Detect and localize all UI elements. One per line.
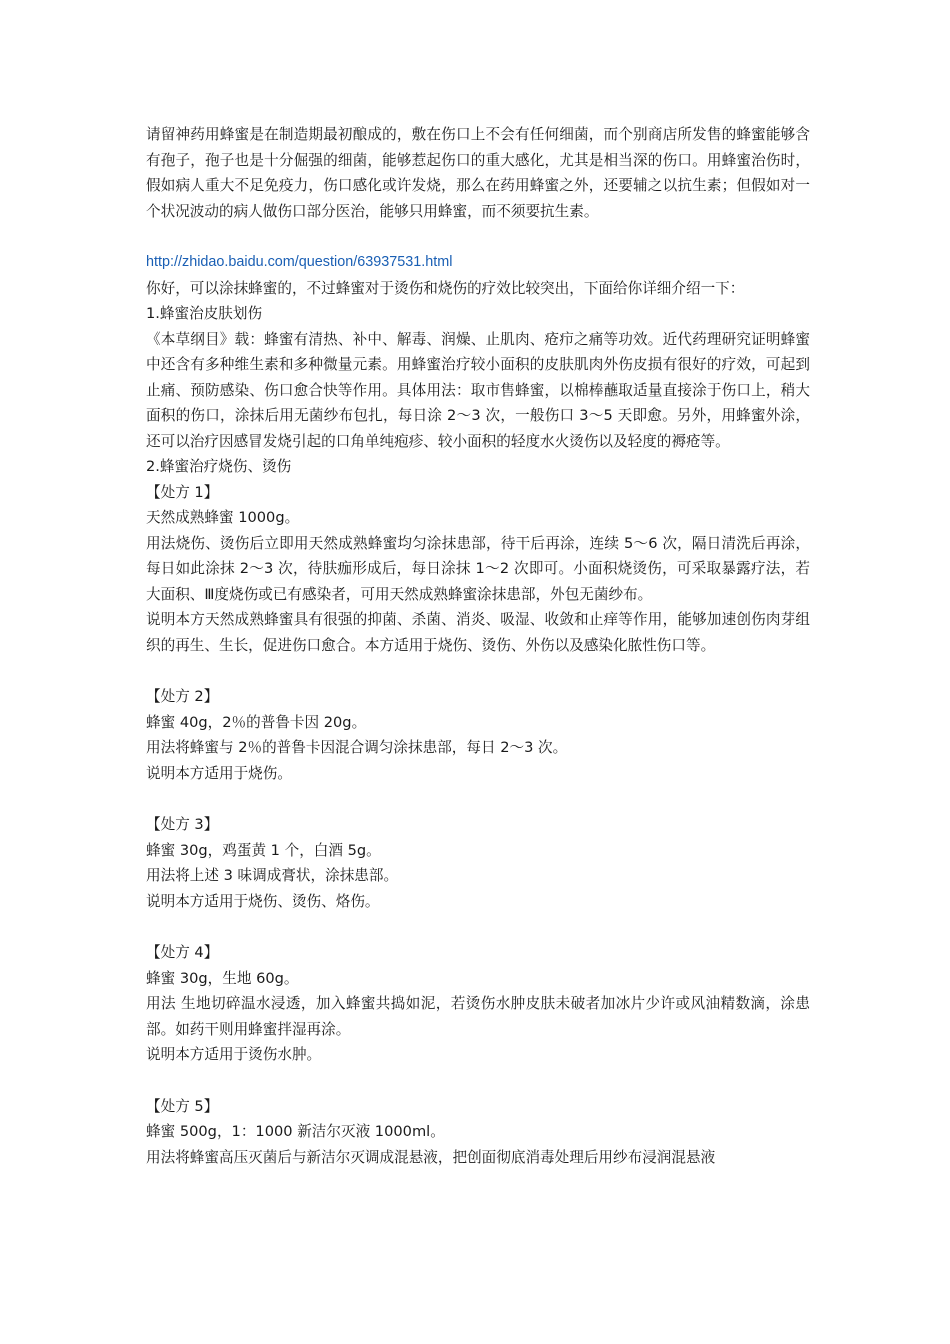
rx3-title: 【处方 3】 [146,816,219,833]
spacer [146,224,810,250]
rx3-note: 说明本方适用于烧伤、烫伤、烙伤。 [146,892,380,910]
rx4-ingredients: 蜂蜜 30g，生地 60g。 [146,969,299,987]
rx3-usage: 用法将上述 3 味调成膏状，涂抹患部。 [146,867,399,884]
spacer [146,786,810,812]
rx4-title: 【处方 4】 [146,944,219,961]
rx2-ingredients: 蜂蜜 40g，2％的普鲁卡因 20g。 [146,713,367,731]
spacer [146,658,810,684]
section2-heading: 2.蜂蜜治疗烧伤、烫伤 [146,458,292,475]
rx1-note: 说明本方天然成熟蜂蜜具有很强的抑菌、杀菌、消炎、吸湿、收敛和止痒等作用，能够加速创伤肉芽组织的再生、生长，促进伤口愈合。本方适用于烧伤、烫伤、外伤以及感染化脓性伤口等。 [146,611,810,654]
rx1-title: 【处方 1】 [146,483,219,501]
rx2-title: 【处方 2】 [146,688,219,705]
rx2-usage: 用法将蜂蜜与 2％的普鲁卡因混合调匀涂抹患部，每日 2～3 次。 [146,739,568,756]
answer-intro: 你好，可以涂抹蜂蜜的，不过蜂蜜对于烫伤和烧伤的疗效比较突出，下面给你详细介绍一下： [146,279,745,297]
rx3-ingredients: 蜂蜜 30g，鸡蛋黄 1 个，白酒 5g。 [146,841,381,859]
intro-paragraph: 请留神药用蜂蜜是在制造期最初酿成的，敷在伤口上不会有任何细菌，而个别商店所发售的蜂蜜能够含有孢子，孢子也是十分倔强的细菌，能够惹起伤口的重大感化，尤其是相当深的伤口。用蜂蜜治伤时，假如病人重大不足免疫力，伤口感化或许发烧，那么在药用蜂蜜之外，还要辅之以抗生素；但假如对一个状况波动的病人做伤口部分医治，能够只用蜂蜜，而不须要抗生素。 [146,126,810,220]
rx2-note: 说明本方适用于烧伤。 [146,764,292,782]
section1-body: 《本草纲目》载：蜂蜜有清热、补中、解毒、润燥、止肌肉、疮疖之痛等功效。近代药理研究证明蜂蜜中还含有多种维生素和多种微量元素。用蜂蜜治疗较小面积的皮肤肌肉外伤皮损有很好的疗效，可起到止痛、预防感染、伤口愈合快等作用。具体用法：取市售蜂蜜，以棉棒蘸取适量直接涂于伤口上，稍大面积的伤口，涂抹后用无菌纱布包扎，每日涂 2～3 次，一般伤口 3～5 天即愈。另外，用蜂蜜外涂，还可以治疗因感冒发烧引起的口角单纯疱疹、较小面积的轻度水火烫伤以及轻度的褥疮等。 [146,330,810,450]
rx4-note: 说明本方适用于烫伤水肿。 [146,1046,322,1063]
spacer [146,1068,810,1094]
rx5-title: 【处方 5】 [146,1097,219,1115]
document-page [146,122,810,1170]
rx5-ingredients: 蜂蜜 500g，1：1000 新洁尔灭液 1000ml。 [146,1123,445,1140]
rx1-ingredients: 天然成熟蜂蜜 1000g。 [146,509,300,526]
spacer [146,914,810,940]
rx5-usage: 用法将蜂蜜高压灭菌后与新洁尔灭调成混悬液，把创面彻底消毒处理后用纱布浸润混悬液 [146,1148,716,1166]
source-link[interactable]: http://zhidao.baidu.com/question/63937531.html [146,254,453,270]
rx4-usage: 用法 生地切碎温水浸透，加入蜂蜜共捣如泥，若烫伤水肿皮肤未破者加冰片少许或风油精数滴，涂患部。如药干则用蜂蜜拌湿再涂。 [146,995,810,1038]
rx1-usage: 用法烧伤、烫伤后立即用天然成熟蜂蜜均匀涂抹患部，待干后再涂，连续 5～6 次，隔日清洗后再涂，每日如此涂抹 2～3 次，待肤痂形成后，每日涂抹 1～2 次即可。小面积烧烫伤，可采取暴露疗法，若大面积、Ⅲ度烧伤或已有感染者，可用天然成熟蜂蜜涂抹患部，外包无菌纱布。 [146,534,810,603]
section1-heading: 1.蜂蜜治皮肤划伤 [146,305,263,322]
